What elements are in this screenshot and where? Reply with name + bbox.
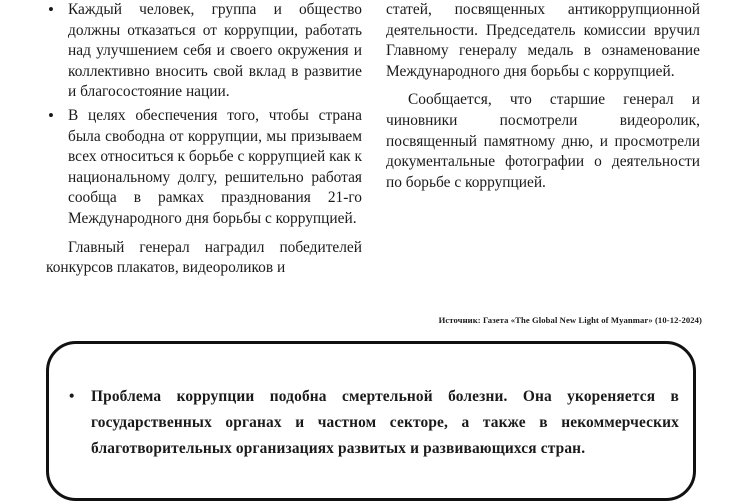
callout-bullet-item: • Проблема коррупции подобна смертельной болезни. Она укореняется в государственных органах и частном секторе, а также в некоммерческих благотворительных организациях развитых и развивающихся стран. [69, 384, 679, 462]
left-bullet-list [46, 0, 362, 230]
source-citation: Источник: Газета «The Global New Light of Myanmar» (10-12-2024) [438, 315, 702, 325]
bullet-item: • Каждый человек, группа и общество должны отказаться от коррупции, работать над улучшением себя и своего окружения и коллективно вносить свой вклад в развитие и благосостояние нации. [46, 0, 362, 103]
bullet-item: • В целях обеспечения того, чтобы страна была свободна от коррупции, мы призываем всех относиться к борьбе с коррупцией как к национальному долгу, решительно работая сообща в рамках празднования 21-го Международного дня борьбы с коррупцией. [46, 106, 362, 230]
left-paragraph: Главный генерал наградил победителей конкурсов плакатов, видеороликов и [46, 238, 362, 277]
callout-box [46, 341, 696, 501]
callout-bullet-list [69, 384, 679, 462]
right-column [386, 0, 700, 193]
right-paragraph-1: статей, посвященных антикоррупционной деятельности. Председатель комиссии вручил Главному генералу медаль в ознаменование Международного дня борьбы с коррупцией. [386, 1, 700, 80]
left-column [46, 0, 362, 279]
right-paragraph-2: Сообщается, что старшие генерал и чиновники посмотрели видеоролик, посвященный памятному дню, и просмотрели документальные фотографии о деятельности по борьбе с коррупцией. [386, 91, 700, 191]
